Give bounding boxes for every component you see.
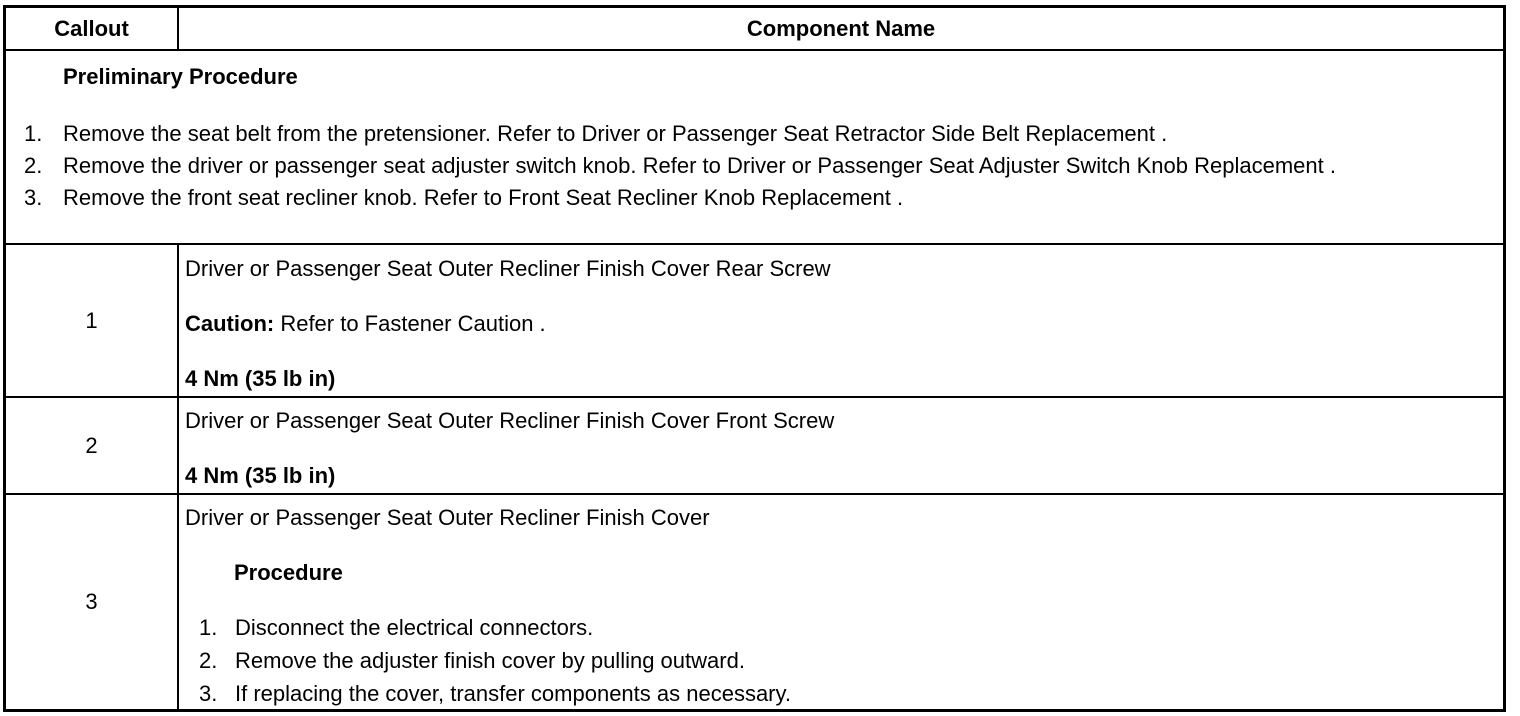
step-text: Remove the driver or passenger seat adjuster switch knob. Refer to Driver or Passenger Seat Adjuster Switch Knob Replacement .	[63, 153, 1336, 178]
component-name: Driver or Passenger Seat Outer Recliner Finish Cover Rear Screw	[185, 256, 831, 281]
table-row	[6, 396, 1503, 493]
step-text: Remove the seat belt from the pretensioner. Refer to Driver or Passenger Seat Retractor Side Belt Replacement .	[63, 121, 1168, 146]
caution-note	[185, 311, 546, 337]
torque-spec: 4 Nm (35 lb in)	[185, 463, 336, 488]
step-number: 1.	[199, 615, 218, 640]
list-item	[24, 150, 1494, 182]
component-name: Driver or Passenger Seat Outer Recliner Finish Cover	[185, 505, 710, 530]
header-callout: Callout	[6, 8, 179, 49]
list-item	[199, 644, 791, 677]
step-number: 1.	[24, 121, 43, 146]
torque-spec: 4 Nm (35 lb in)	[185, 366, 336, 391]
callout-cell: 3	[6, 495, 179, 709]
caution-text: Refer to Fastener Caution .	[274, 311, 546, 336]
step-number: 3.	[199, 681, 218, 706]
header-component-name: Component Name	[746, 15, 936, 41]
list-item	[199, 611, 791, 644]
step-number: 2.	[24, 153, 43, 178]
callout-cell: 1	[6, 245, 179, 396]
step-text: Disconnect the electrical connectors.	[235, 615, 594, 640]
component-name: Driver or Passenger Seat Outer Recliner Finish Cover Front Screw	[185, 408, 835, 433]
step-number: 3.	[24, 185, 43, 210]
step-text: If replacing the cover, transfer components as necessary.	[235, 681, 791, 706]
preliminary-steps	[24, 118, 1494, 214]
step-text: Remove the adjuster finish cover by pulling outward.	[235, 648, 745, 673]
preliminary-procedure-row	[6, 49, 1503, 243]
procedure-title: Procedure	[234, 560, 343, 585]
preliminary-title: Preliminary Procedure	[63, 64, 298, 89]
procedure-steps	[199, 611, 791, 710]
table-row	[6, 243, 1503, 396]
table-header-row	[6, 8, 1503, 49]
list-item	[199, 677, 791, 710]
table-row	[6, 493, 1503, 709]
callout-cell: 2	[6, 398, 179, 493]
component-table	[3, 5, 1506, 712]
list-item	[24, 118, 1494, 150]
step-number: 2.	[199, 648, 218, 673]
step-text: Remove the front seat recliner knob. Refer to Front Seat Recliner Knob Replacement .	[63, 185, 904, 210]
caution-label: Caution:	[185, 311, 275, 336]
list-item	[24, 182, 1494, 214]
